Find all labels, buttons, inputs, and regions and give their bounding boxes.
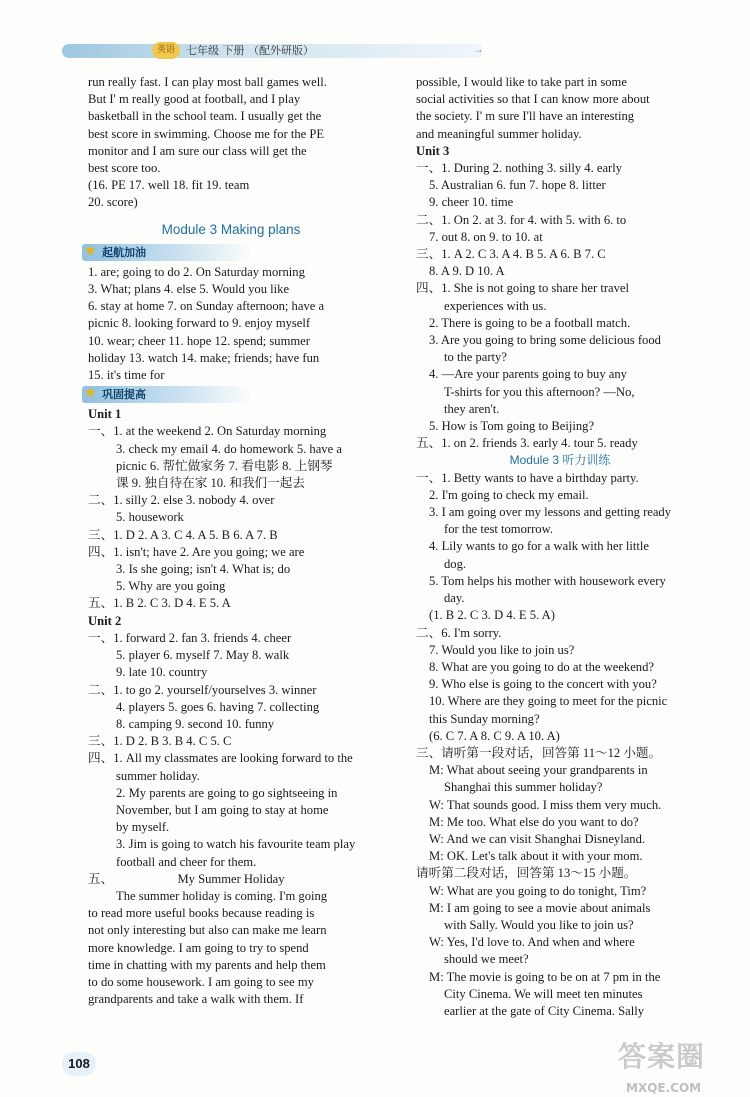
answer-line: 10. Where are they going to meet for the picnic [429,694,668,709]
text-line: best score in swimming. Choose me for the PE [88,126,325,141]
answer-line: 10. wear; cheer 11. hope 12. spend; summer [88,333,310,348]
answer-line: T-shirts for you this afternoon? —No, [444,384,635,399]
essay-line: to read more useful books because reading is [88,906,315,921]
answer-line: dog. [444,556,467,571]
answer-line: 5. Why are you going [116,579,226,594]
answer-line: 5. Tom helps his mother with housework every [429,573,666,588]
module-title: Module 3 Making plans [161,221,301,237]
answer-line: they aren't. [444,401,500,416]
dialogue-line: earlier at the gate of City Cinema. Sally [444,1003,645,1018]
answer-line: 三、1. D 2. A 3. C 4. A 5. B 6. A 7. B [88,527,278,542]
text-line: best score too. [88,161,161,176]
essay-title: My Summer Holiday [177,871,285,886]
section-label: 巩固提高 [102,388,146,402]
answer-line: 20. score) [88,195,138,210]
answer-line: football and cheer for them. [116,854,257,869]
answer-line: 5. How is Tom going to Beijing? [429,419,595,434]
essay-line: and meaningful summer holiday. [416,126,582,141]
answer-line: 7. Would you like to join us? [429,642,575,657]
essay-line: social activities so that I can know more about [416,92,650,107]
page-header [62,40,502,62]
answer-line: 一、1. Betty wants to have a birthday party. [416,470,639,485]
dialogue-line: City Cinema. We will meet ten minutes [444,986,643,1001]
dialogue-line: M: Me too. What else do you want to do? [429,814,639,829]
answer-line: (6. C 7. A 8. C 9. A 10. A) [429,728,560,743]
text-line: But I' m really good at football, and I play [88,92,301,107]
answer-line: 3. I am going over my lessons and getting ready [429,505,672,520]
essay-line: The summer holiday is coming. I'm going [116,888,328,903]
answer-line: 2. There is going to be a football match. [429,315,631,330]
dialogue-line: W: What are you going to do tonight, Tim? [429,883,647,898]
answer-line: 二、1. to go 2. yourself/yourselves 3. winner [88,682,317,697]
answer-line: 2. I'm going to check my email. [429,487,589,502]
answer-line: 5. housework [116,510,184,525]
answer-line: 3. Is she going; isn't 4. What is; do [116,562,291,577]
section-bar [82,244,252,261]
answer-line: 一、1. During 2. nothing 3. silly 4. early [416,161,623,176]
dialogue-line: M: What about seeing your grandparents in [429,763,648,778]
answer-line: 三、1. A 2. C 3. A 4. B 5. A 6. B 7. C [416,247,606,262]
answer-line: 三、1. D 2. B 3. B 4. C 5. C [88,734,232,749]
answer-line: holiday 13. watch 14. make; friends; have fun [88,350,320,365]
right-column [416,74,704,1020]
answer-line: 3. check my email 4. do homework 5. have a [116,441,342,456]
answer-line: 三、请听第一段对话，回答第 11～12 小题。 [416,745,662,760]
answer-line: 5. player 6. myself 7. May 8. walk [116,648,290,663]
section-number: 五、 [88,871,114,886]
essay-line: more knowledge. I am going to try to spend [88,940,309,955]
answer-line: 9. late 10. country [116,665,208,680]
answer-line: 8. A 9. D 10. A [429,264,505,279]
arrow-icon: → [472,42,484,56]
answer-line: (16. PE 17. well 18. fit 19. team [88,178,250,193]
answer-line: 四、1. She is not going to share her travel [416,281,630,296]
dialogue-line: Shanghai this summer holiday? [444,780,603,795]
watermark-logo: 答案圈 [618,1040,706,1073]
subject-badge: 英语 [152,42,180,59]
answer-line: 4. Lily wants to go for a walk with her little [429,539,649,554]
answer-line: 4. players 5. goes 6. having 7. collecting [116,699,320,714]
answer-line: 二、1. On 2. at 3. for 4. with 5. with 6. to [416,212,627,227]
answer-line: 8. What are you going to do at the weekend? [429,659,654,674]
unit-heading: Unit 1 [88,407,122,422]
answer-line: 3. Jim is going to watch his favourite team play [116,837,356,852]
essay-line: grandparents and take a walk with them. If [88,992,304,1007]
answer-line: 15. it's time for [88,368,165,383]
answer-line: 9. Who else is going to the concert with you? [429,677,657,692]
watermark-url: MXQE.COM [626,1081,702,1095]
essay-line: not only interesting but also can make me learn [88,923,327,938]
unit-heading: Unit 3 [416,143,450,158]
answer-line: 五、1. B 2. C 3. D 4. E 5. A [88,596,231,611]
star-icon: ★ [84,386,97,402]
answer-line: 2. My parents are going to go sightseeing in [116,785,338,800]
answer-line: for the test tomorrow. [444,522,554,537]
answer-line: 四、1. All my classmates are looking forward to the [88,751,353,766]
answer-line: (1. B 2. C 3. D 4. E 5. A) [429,608,555,623]
answer-line: 6. stay at home 7. on Sunday afternoon; have a [88,299,325,314]
answer-line: this Sunday morning? [429,711,540,726]
page-number: 108 [62,1052,96,1076]
answer-line: day. [444,591,465,606]
answer-line: picnic 8. looking forward to 9. enjoy myself [88,316,311,331]
answer-line: experiences with us. [444,298,547,313]
answer-line: 二、1. silly 2. else 3. nobody 4. over [88,493,275,508]
answer-line: 四、1. isn't; have 2. Are you going; we are [88,544,305,559]
answer-line: 请听第二段对话，回答第 13～15 小题。 [416,866,637,881]
essay-line: time in chatting with my parents and help them [88,957,326,972]
dialogue-line: M: I am going to see a movie about animals [429,900,651,915]
dialogue-line: M: OK. Let's talk about it with your mom. [429,849,643,864]
star-icon: ★ [84,243,97,259]
dialogue-line: should we meet? [444,952,529,967]
answer-line: November, but I am going to stay at home [116,802,329,817]
answer-line: 一、1. forward 2. fan 3. friends 4. cheer [88,630,292,645]
essay-line: the society. I' m sure I'll have an interesting [416,109,635,124]
answer-line: 五、1. on 2. friends 3. early 4. tour 5. ready [416,436,638,451]
answer-line: 9. cheer 10. time [429,195,514,210]
essay-block [88,871,374,888]
dialogue-line: W: Yes, I'd love to. And when and where [429,935,635,950]
answer-line: 一、1. at the weekend 2. On Saturday morning [88,424,327,439]
answer-line: 7. out 8. on 9. to 10. at [429,229,543,244]
essay-line: possible, I would like to take part in some [416,75,627,89]
essay-line: to do some housework. I am going to see my [88,974,314,989]
dialogue-line: W: And we can visit Shanghai Disneyland. [429,831,646,846]
section-label: 起航加油 [102,245,146,259]
text-line: run really fast. I can play most ball games well. [88,75,327,89]
unit-heading: Unit 2 [88,613,122,628]
dialogue-line: M: The movie is going to be on at 7 pm in the [429,969,661,984]
text-line: basketball in the school team. I usually get the [88,109,322,124]
answer-line: 5. Australian 6. fun 7. hope 8. litter [429,178,606,193]
dialogue-line: W: That sounds good. I miss them very much. [429,797,662,812]
dialogue-line: with Sally. Would you like to join us? [444,917,634,932]
left-column [84,74,374,1008]
answer-line: 4. —Are your parents going to buy any [429,367,627,382]
book-title: 七年级 下册 （配外研版） [186,44,314,57]
answer-line: 3. What; plans 4. else 5. Would you like [88,282,290,297]
answer-line: by myself. [116,820,170,835]
answer-line: picnic 6. 帮忙做家务 7. 看电影 8. 上钢琴 [116,458,333,473]
answer-line: 课 9. 独自待在家 10. 和我们一起去 [116,476,305,491]
answer-line: 8. camping 9. second 10. funny [116,716,275,731]
answer-line: to the party? [444,350,507,365]
section-bar [82,386,252,403]
listening-title: Module 3 听力训练 [509,453,611,468]
answer-line: 3. Are you going to bring some delicious food [429,333,661,348]
answer-line: 1. are; going to do 2. On Saturday morning [88,264,305,279]
answer-line: summer holiday. [116,768,200,783]
text-line: monitor and I am sure our class will get the [88,143,307,158]
answer-line: 二、6. I'm sorry. [416,625,502,640]
